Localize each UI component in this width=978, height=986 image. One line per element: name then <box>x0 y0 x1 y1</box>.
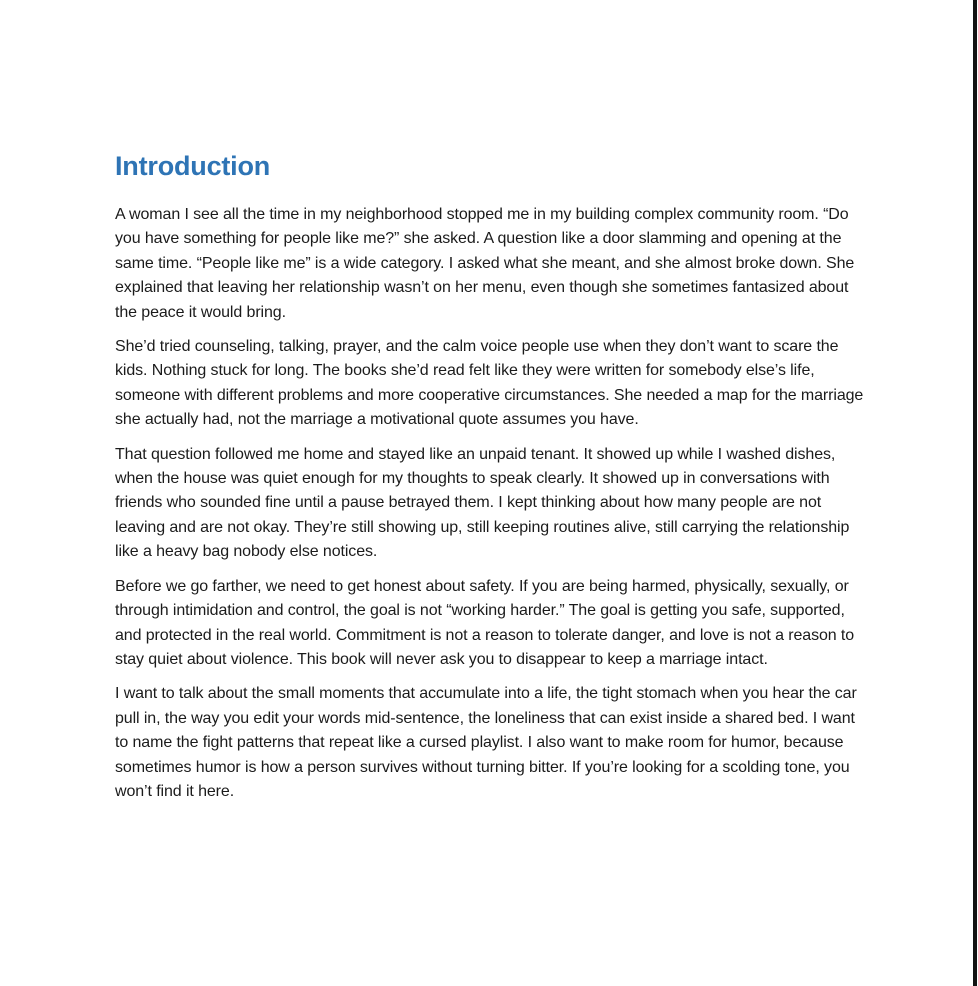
paragraph-1: A woman I see all the time in my neighborhood stopped me in my building complex community room. “Do you have something for people like me?” she asked. A question like a door slamming and opening at the same time. “People like me” is a wide category. I asked what she meant, and she almost broke down. She explained that leaving her relationship wasn’t on her menu, even though she sometimes fantasized about the peace it would bring. <box>115 206 855 321</box>
paragraph-2: She’d tried counseling, talking, prayer, and the calm voice people use when they don’t want to scare the kids. Nothing stuck for long. The books she’d read felt like they were written for somebody else’s life, someone with different problems and more cooperative circumstances. She needed a map for the marriage she actually had, not the marriage a motivational quote assumes you have. <box>115 338 864 429</box>
paragraph-4: Before we go farther, we need to get honest about safety. If you are being harmed, physically, sexually, or through intimidation and control, the goal is not “working harder.” The goal is getting you safe, supported, and protected in the real world. Commitment is not a reason to tolerate danger, and love is not a reason to stay quiet about violence. This book will never ask you to disappear to keep a marriage intact. <box>115 577 855 668</box>
document-content <box>115 151 865 814</box>
paragraph-3: That question followed me home and stayed like an unpaid tenant. It showed up while I washed dishes, when the house was quiet enough for my thoughts to speak clearly. It showed up in conversations with friends who sounded fine until a pause betrayed them. I kept thinking about how many people are not leaving and are not okay. They’re still showing up, still keeping routines alive, still carrying the relationship like a heavy bag nobody else notices. <box>115 445 850 561</box>
section-heading: Introduction <box>115 151 271 181</box>
page-right-edge-line <box>973 0 977 986</box>
paragraph-5: I want to talk about the small moments that accumulate into a life, the tight stomach when you hear the car pull in, the way you edit your words mid-sentence, the loneliness that can exist inside a shared bed. I want to name the fight patterns that repeat like a cursed playlist. I also want to make room for humor, because sometimes humor is how a person survives without turning bitter. If you’re looking for a scolding tone, you won’t find it here. <box>115 685 857 800</box>
